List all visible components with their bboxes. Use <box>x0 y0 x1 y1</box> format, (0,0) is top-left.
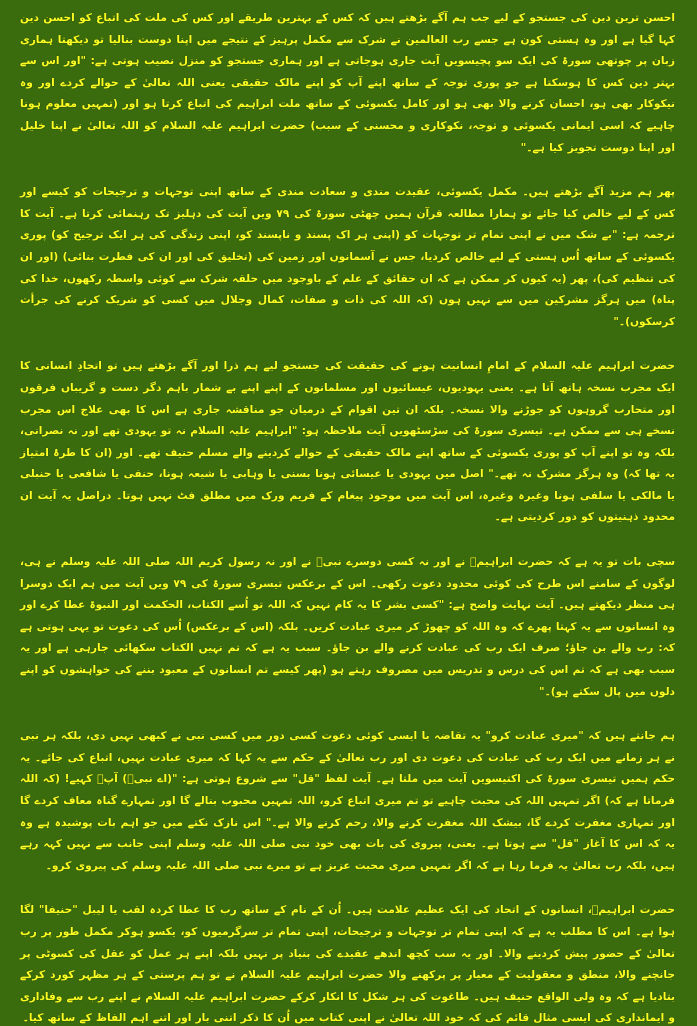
paragraph: حضرت ابراہیمؑ، انسانوں کے اتحاد کی ایک عظیم علامت ہیں۔ اُن کے نام کے ساتھ رب کا عطا کردہ لقب یا لیبل "حنیفا" لگا ہوا ہے۔ اس کا مطلب یہ ہے کہ اپنی تمام تر توجہات و ترجیحات، اپنی تمام تر سرگرمیوں کو، یکسو ہوکر مکمل طور پر رب تعالیٰ کے حضور پیش کردینے والا۔ اور یہ سب کچھ اندھے عقیدے کی بنیاد پر نہیں بلکہ اپنے ہر عمل کو عقل کی کسوٹی پر جانچنے والا، منطق و معقولیت کے معیار پر پرکھنے والا حضرت ابراہیم علیہ السلام نے تو ہم پرستی کے ہر مظہر کورد کرکے بتادیا ہے کہ وہ ولی الواقع حنیف ہیں۔ طاغوت کی ہر شکل کا انکار کرکے حضرت ابراہیم علیہ السلام نے اپنے رب سے وفاداری و ایمانداری کی ایسی مثال قائم کی کہ خود اللہ تعالیٰ نے اپنی کتاب میں اُن کا ذکر اتنی بار اور اتنے اہم الفاظ کے ساتھ کیا۔ <box>20 904 675 1025</box>
paragraph: احسن ترین دین کی جستجو کے لیے جب ہم آگے بڑھتے ہیں کہ کس کے بہترین طریقے اور کس کی ملت کی اتباع کو احسن دین کہا گیا ہے اور وہ ہستی کون ہے جسے رب العالمین نے شرک سے مکمل پرہیز کے نتیجے میں اپنا دوست بنالیا تو دیکھتا ہماری زبان پر چوتھی سورۃ کی ایک سو پچیسویں آیت جاری ہوجاتی ہے اور ہماری جستجو کو منزل نصیب ہوتی ہے: "اور اس سے بہتر دین کس کا ہوسکتا ہے جو پوری توجہ کے ساتھ اپنے آپ کو اپنے مالک حقیقی یعنی اللہ تعالیٰ کے حوالے کردے اور وہ نیکوکار بھی ہو، احسان کرنے والا بھی ہو اور کامل یکسوئی کے ساتھ ملت ابراہیم کی اتباع کرتا ہو اور (تمہیں معلوم ہونا چاہیے کہ اسی ایمانی یکسوئی و توجہ، نکوکاری و محسنی کے سبب) حضرت ابراہیم علیہ السلام کو اللہ تعالیٰ نے اپنا خلیل اور اپنا دوست تجویز کیا ہے۔" <box>20 12 675 154</box>
paragraph: سچی بات تو یہ ہے کہ حضرت ابراہیمؑ نے اور نہ کسی دوسرے نبیؑ نے اور نہ رسول کریم اللہ صلی اللہ علیہ وسلم نے ہی، لوگوں کے سامنے اس طرح کی کوئی محدود دعوت رکھی۔ اس کے برعکس تیسری سورۃ کی ۷۹ ویں آیت میں ہم ایک دوسرا ہی منظر دیکھتے ہیں۔ آیت نہایت واضح ہے: "کسی بشر کا یہ کام نہیں کہ اللہ تو اُسے الکتاب، الحکمت اور النبوۃ عطا کرے اور وہ انسانوں سے یہ کہتا پھرے کہ وہ اللہ کو چھوڑ کر میری عبادت کریں۔ بلکہ (اس کے برعکس) اُس کی دعوت تو یہی ہوتی ہے کہ: رب والے بن جاؤ؛ صرف ایک رب کی عبادت کرنے والے بن جاؤ۔ سبب یہ ہے کہ تم نہیں الکتاب سکھائی جارہی ہے اور یہ سبب بھی ہے کہ تم اس کی درس و تدریس میں مصروف رہتے ہو (پھر کیسے تم انسانوں کے معبود بننے کی خواہشوں کو اپنے دلوں میں پال سکتے ہو)۔" <box>20 556 675 698</box>
paragraph: حضرت ابراہیم علیہ السلام کے امامِ انسانیت ہونے کی حقیقت کی جستجو لیے ہم ذرا اور آگے بڑھتے ہیں تو اتحادِ انسانی کا ایک مجرب نسخہ ہاتھ آتا ہے۔ یعنی یہودیوں، عیسائیوں اور مسلمانوں کے اپنے اپنے بے شمار باہم دگر دست و گریباں فرقوں اور متحارب گروہوں کو جوڑنے والا نسخہ۔ بلکہ ان تین اقوام کے درمیان جو مناقشہ جاری ہے اس کا بھی علاج اس مجرب نسخے ہی سے ممکن ہے۔ تیسری سورۃ کی سڑسٹھویں آیت ملاحظہ ہو: "ابراہیم علیہ السلام نہ تو یہودی تھے اور نہ نصرانی، بلکہ وہ تو اپنے آپ کو پوری یکسوئی کے ساتھ اپنے مالک حقیقی کے حوالے کردینے والے مسلم حنیف تھے۔ اور (ان کا طرۂ امتیاز یہ تھا کہ) وہ ہرگز مشرک نہ تھے۔" اصل میں یہودی یا عیسائی ہونا بسنی یا وہابی یا شیعہ ہونا، حنفی یا شافعی یا حنبلی یا مالکی یا سلفی ہونا وغیرہ وغیرہ، اس آیت میں موجود پیغام کے فریم ورک میں مطلق فٹ نہیں ہوتا۔ دراصل یہ آیت ان محدود ذہنیتوں کو دور کردیتی ہے۔ <box>20 360 675 524</box>
paragraph: ہم جانتے ہیں کہ "میری عبادت کرو" یہ تقاضہ یا ایسی کوئی دعوت کسی دور میں کسی نبی نے کبھی نہیں دی، بلکہ ہر نبی نے ہر زمانے میں ایک رب کی عبادت کی دعوت دی اور رب تعالیٰ کے حکم سے یہ کہا کہ میری عبادت نہیں، اتباع کی جائے۔ یہ حکم ہمیں تیسری سورۃ کی اکتیسویں آیت میں ملتا ہے۔ آیت لفظ "قل" سے شروع ہوتی ہے: "(اے نبیؐ) آپؐ کہیے! (کہ اللہ فرماتا ہے کہ) اگر تمہیں اللہ کی محبت چاہیے تو تم میری اتباع کرو، اللہ تمہیں محبوب بنالے گا اور تمہارے گناہ معاف کردے گا اور تمہاری مغفرت کردے گا، بیشک اللہ مغفرت کرنے والا، رحم کرنے والا ہے۔" اس نازک نکتے میں جو اہم بات پوشیدہ ہے وہ یہ کہ اس کا آغاز "قل" سے ہوتا ہے۔ یعنی، پیروی کی بات بھی خود نبی صلی اللہ علیہ وسلم اپنی جانب سے نہیں کہہ رہے ہیں، بلکہ رب تعالیٰ یہ فرما رہا ہے کہ اگر تمہیں میری محبت عزیز ہے تو میرے نبی صلی اللہ علیہ وسلم کی پیروی کرو۔ <box>20 730 675 872</box>
paragraph: پھر ہم مزید آگے بڑھتے ہیں۔ مکمل یکسوئی، عقیدت مندی و سعادت مندی کے ساتھ اپنی توجہات و ترجیحات کو کیسے اور کس کے لیے خالص کیا جائے تو ہمارا مطالعہ قرآن ہمیں چھٹی سورۃ کی ۷۹ ویں آیت کی دہلیز تک رہنمائی کرتا ہے۔ آیت کا ترجمہ ہے: "بے شک میں نے اپنی تمام تر توجہات کو (اپنی ہر اک پسند و ناپسند کو، اپنی زندگی کی ہر ایک ترجیح کو) پوری یکسوئی کے ساتھ اُس ہستی کے لیے خالص کردیا، جس نے آسمانوں اور زمین کی (تخلیق کی اور ان کی فطرت بنائی) (اور ان کی تنظیم کی)، پھر (یہ کیوں کر ممکن ہے کہ ان حقائق کے علم کے باوجود میں حلقہ شرک سے کوئی واسطہ رکھوں، خدا کی پناہ) میں ہرگز مشرکین میں سے نہیں ہوں (کہ اللہ کی ذات و صفات، کمال وجلال میں کسی کو شریک کرنے کی جرأت کرسکوں)۔" <box>20 186 675 328</box>
